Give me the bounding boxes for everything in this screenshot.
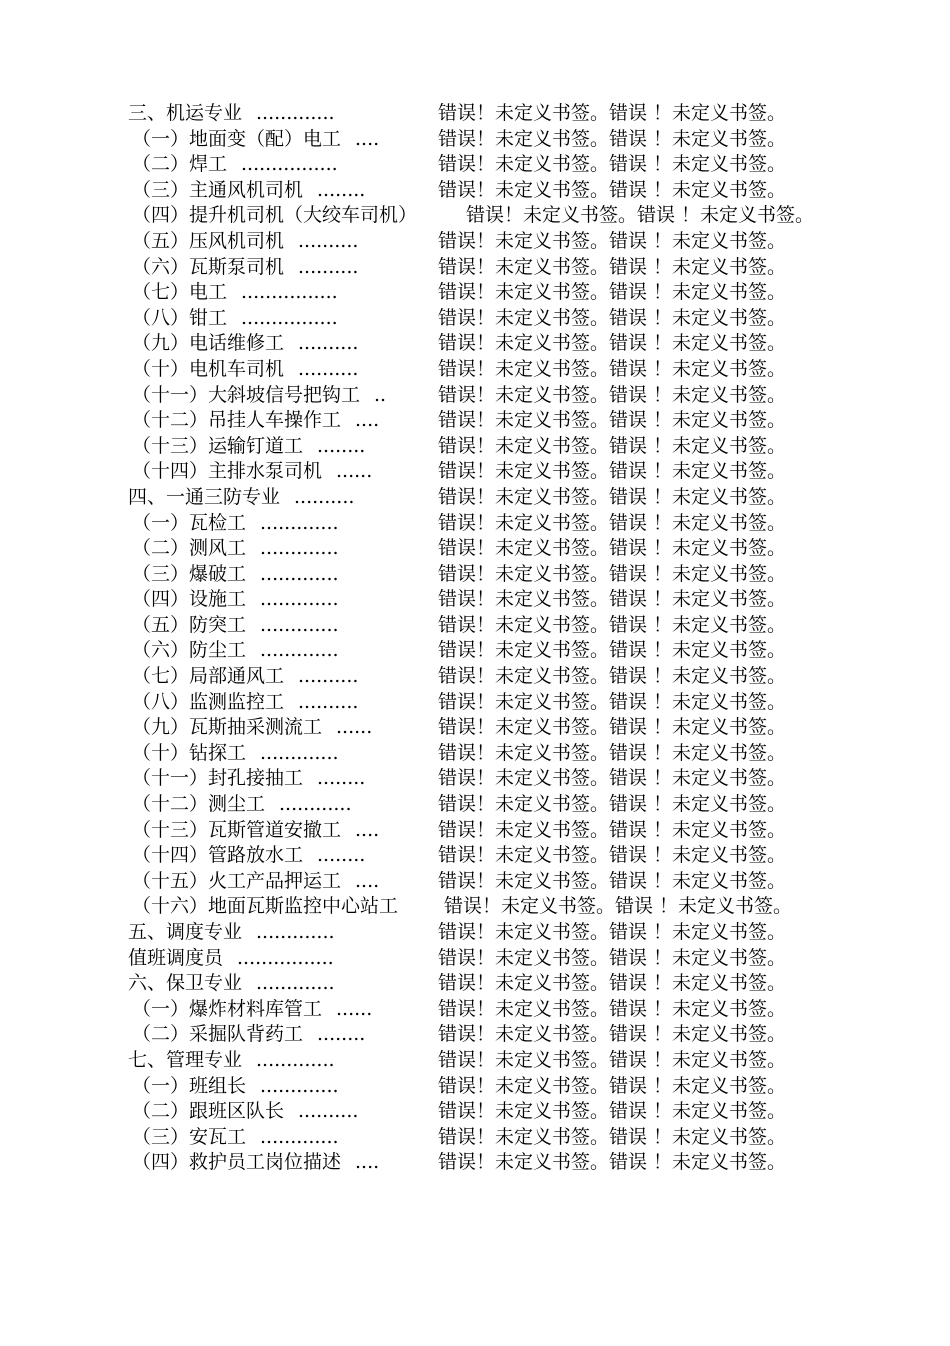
toc-entry-title: （二）焊工 <box>132 153 228 176</box>
toc-entry[interactable] <box>128 766 848 792</box>
toc-entry-leader-dots: ............. <box>256 972 335 995</box>
toc-entry-leader-dots: ............. <box>260 613 339 636</box>
toc-entry-label <box>128 920 335 946</box>
toc-entry-leader-dots: .......... <box>298 357 359 380</box>
toc-entry[interactable] <box>128 1099 848 1125</box>
toc-entry-label <box>132 152 338 178</box>
toc-entry-leader-dots: ................ <box>237 946 334 969</box>
toc-entry-leader-dots: ........ <box>317 844 366 867</box>
toc-entry[interactable] <box>128 357 848 383</box>
toc-entry-title: （一）瓦检工 <box>132 511 247 534</box>
toc-entry[interactable] <box>128 741 848 767</box>
toc-entry-label <box>132 690 358 716</box>
toc-entry-leader-dots: ............. <box>256 1048 335 1071</box>
toc-entry-leader-dots: ................ <box>241 281 338 304</box>
toc-entry-leader-dots: ............. <box>260 511 339 534</box>
toc-entry-page-ref: 错误！未定义书签。错误 ！未定义书签。 <box>466 204 815 227</box>
toc-entry-label <box>132 766 365 792</box>
toc-entry-leader-dots: ............ <box>279 793 352 816</box>
toc-entry-page-ref: 错误！未定义书签。错误 ！未定义书签。 <box>438 690 787 713</box>
toc-entry-page-ref: 错误！未定义书签。错误 ！未定义书签。 <box>438 639 787 662</box>
toc-entry-title: （八）监测监控工 <box>132 690 285 713</box>
toc-entry-title: （二）跟班区队长 <box>132 1100 285 1123</box>
toc-entry-page-ref: 错误！未定义书签。错误 ！未定义书签。 <box>438 921 787 943</box>
toc-entry-label <box>132 894 398 920</box>
toc-entry-label <box>132 843 365 869</box>
toc-entry[interactable] <box>128 306 848 332</box>
toc-entry-leader-dots: ........ <box>317 1023 366 1046</box>
toc-entry[interactable] <box>128 843 848 869</box>
toc-entry-title: （十三）瓦斯管道安撤工 <box>132 818 342 841</box>
toc-entry-title: （十一）封孔接抽工 <box>132 767 304 790</box>
toc-entry-leader-dots: ................ <box>241 306 338 329</box>
toc-entry-leader-dots: ............. <box>260 639 339 662</box>
toc-entry-label <box>132 1150 379 1176</box>
toc-entry-label <box>132 434 365 460</box>
toc-entry-page-ref: 错误！未定义书签。错误 ！未定义书签。 <box>438 946 787 969</box>
toc-entry-label <box>132 127 379 153</box>
toc-entry-title: （二）采掘队背药工 <box>132 1023 304 1046</box>
toc-entry-leader-dots: ............. <box>260 588 339 611</box>
toc-entry-label <box>132 818 379 844</box>
toc-entry-page-ref: 错误！未定义书签。错误 ！未定义书签。 <box>438 741 787 764</box>
toc-entry-title: （十五）火工产品押运工 <box>132 869 342 892</box>
toc-entry-page-ref: 错误！未定义书签。错误 ！未定义书签。 <box>438 178 787 201</box>
toc-entry-label <box>132 1074 339 1100</box>
toc-entry-label <box>132 357 358 383</box>
toc-entry[interactable] <box>128 1048 848 1074</box>
toc-entry-leader-dots: ...... <box>336 716 373 739</box>
toc-entry-title: （三）爆破工 <box>132 562 247 585</box>
toc-entry-label <box>128 971 335 997</box>
toc-entry-title: （一）爆炸材料库管工 <box>132 997 323 1020</box>
table-of-contents <box>128 101 848 1176</box>
toc-entry-page-ref: 错误！未定义书签。错误 ！未定义书签。 <box>438 306 787 329</box>
toc-entry[interactable] <box>128 664 848 690</box>
toc-entry-leader-dots: .......... <box>298 255 359 278</box>
toc-entry[interactable] <box>128 715 848 741</box>
toc-entry-title: （六）瓦斯泵司机 <box>132 255 285 278</box>
toc-entry[interactable] <box>128 127 848 153</box>
toc-entry-page-ref: 错误！未定义书签。错误 ！未定义书签。 <box>438 613 787 636</box>
toc-entry[interactable] <box>128 101 848 127</box>
toc-entry-label <box>132 306 338 332</box>
toc-entry-label <box>132 562 339 588</box>
toc-entry-leader-dots: ............. <box>256 921 335 943</box>
toc-entry-page-ref: 错误！未定义书签。错误 ！未定义书签。 <box>438 818 787 841</box>
toc-entry[interactable] <box>128 408 848 434</box>
toc-entry-leader-dots: ........ <box>317 434 366 457</box>
toc-entry-label <box>132 664 358 690</box>
toc-entry-label <box>132 1022 365 1048</box>
toc-entry[interactable] <box>128 255 848 281</box>
toc-entry-title: （十六）地面瓦斯监控中心站工 <box>132 895 399 918</box>
toc-entry-title: （三）主通风机司机 <box>132 178 304 201</box>
toc-entry-title: 七、管理专业 <box>128 1048 243 1071</box>
toc-entry[interactable] <box>128 485 848 511</box>
toc-entry[interactable] <box>128 434 848 460</box>
toc-entry-leader-dots: .......... <box>298 332 359 355</box>
toc-entry-leader-dots: .. <box>374 383 387 406</box>
toc-entry-title: （十三）运输钉道工 <box>132 434 304 457</box>
toc-entry-page-ref: 错误！未定义书签。错误 ！未定义书签。 <box>438 665 787 688</box>
toc-entry[interactable] <box>128 1125 848 1151</box>
toc-entry-title: （四）设施工 <box>132 588 247 611</box>
toc-entry[interactable] <box>128 587 848 613</box>
toc-entry-title: 值班调度员 <box>128 946 224 969</box>
toc-entry-page-ref: 错误！未定义书签。错误 ！未定义书签。 <box>438 255 787 278</box>
toc-entry[interactable] <box>128 178 848 204</box>
toc-entry[interactable] <box>128 894 848 920</box>
toc-entry-label <box>132 1099 358 1125</box>
toc-entry-label <box>132 638 339 664</box>
toc-entry-page-ref: 错误！未定义书签。错误 ！未定义书签。 <box>438 511 787 534</box>
toc-entry[interactable] <box>128 946 848 972</box>
toc-entry-leader-dots: ................ <box>241 153 338 176</box>
toc-entry-page-ref: 错误！未定义书签。错误 ！未定义书签。 <box>438 383 787 406</box>
toc-entry-leader-dots: ........ <box>317 767 366 790</box>
toc-entry-title: （八）钳工 <box>132 306 228 329</box>
toc-entry-label <box>128 485 354 511</box>
toc-entry-label <box>132 203 417 229</box>
toc-entry-page-ref: 错误！未定义书签。错误 ！未定义书签。 <box>438 485 787 508</box>
toc-entry-page-ref: 错误！未定义书签。错误 ！未定义书签。 <box>438 102 787 124</box>
toc-entry-page-ref: 错误！未定义书签。错误 ！未定义书签。 <box>438 1023 787 1046</box>
toc-entry-page-ref: 错误！未定义书签。错误 ！未定义书签。 <box>438 793 787 816</box>
toc-entry-leader-dots: .... <box>355 409 380 432</box>
toc-entry[interactable] <box>128 511 848 537</box>
toc-entry-page-ref: 错误！未定义书签。错误 ！未定义书签。 <box>438 460 787 483</box>
toc-entry-title: （三）安瓦工 <box>132 1125 247 1148</box>
toc-entry-label <box>132 280 338 306</box>
toc-entry[interactable] <box>128 562 848 588</box>
toc-entry-leader-dots: ............. <box>260 1125 339 1148</box>
toc-entry[interactable] <box>128 229 848 255</box>
toc-entry-leader-dots: .......... <box>294 485 355 508</box>
toc-entry-page-ref: 错误！未定义书签。错误 ！未定义书签。 <box>438 434 787 457</box>
toc-entry-label <box>132 511 339 537</box>
toc-entry[interactable] <box>128 792 848 818</box>
toc-entry-page-ref: 错误！未定义书签。错误 ！未定义书签。 <box>438 153 787 176</box>
toc-entry-label <box>128 1048 335 1074</box>
toc-entry[interactable] <box>128 818 848 844</box>
toc-entry-page-ref: 错误！未定义书签。错误 ！未定义书签。 <box>438 1100 787 1123</box>
toc-entry-label <box>132 178 365 204</box>
toc-entry-leader-dots: ........ <box>317 178 366 201</box>
toc-entry-page-ref: 错误！未定义书签。错误 ！未定义书签。 <box>438 844 787 867</box>
toc-entry-label <box>132 331 358 357</box>
toc-entry-page-ref: 错误！未定义书签。错误 ！未定义书签。 <box>438 127 787 150</box>
toc-entry-page-ref: 错误！未定义书签。错误 ！未定义书签。 <box>438 588 787 611</box>
toc-entry-page-ref: 错误！未定义书签。错误 ！未定义书签。 <box>438 716 787 739</box>
toc-entry-label <box>132 383 386 409</box>
toc-entry[interactable] <box>128 459 848 485</box>
toc-entry-leader-dots: .......... <box>298 690 359 713</box>
toc-entry[interactable] <box>128 690 848 716</box>
toc-entry-leader-dots: .... <box>355 1151 380 1174</box>
toc-entry[interactable] <box>128 1022 848 1048</box>
toc-entry-title: （十）钻探工 <box>132 741 247 764</box>
toc-entry[interactable] <box>128 971 848 997</box>
toc-entry-leader-dots: .......... <box>298 1100 359 1123</box>
toc-entry-label <box>132 229 358 255</box>
toc-entry-leader-dots: ...... <box>336 460 373 483</box>
toc-entry-leader-dots: ...... <box>336 997 373 1020</box>
toc-entry[interactable] <box>128 280 848 306</box>
toc-entry-title: （一）地面变（配）电工 <box>132 127 342 150</box>
toc-entry-title: （十二）吊挂人车操作工 <box>132 409 342 432</box>
toc-entry[interactable] <box>128 1074 848 1100</box>
toc-entry-title: （九）电话维修工 <box>132 332 285 355</box>
toc-entry-label <box>132 408 379 434</box>
toc-entry-leader-dots: .... <box>355 869 380 892</box>
toc-entry-page-ref: 错误！未定义书签。错误 ！未定义书签。 <box>438 972 787 995</box>
toc-entry[interactable] <box>128 1150 848 1176</box>
toc-entry-page-ref: 错误！未定义书签。错误 ！未定义书签。 <box>438 357 787 380</box>
toc-entry[interactable] <box>128 152 848 178</box>
toc-entry-title: （十一）大斜坡信号把钩工 <box>132 383 361 406</box>
toc-entry-label <box>132 536 339 562</box>
toc-entry-title: 五、调度专业 <box>128 921 243 943</box>
toc-entry-leader-dots: ............. <box>260 1074 339 1097</box>
toc-entry-label <box>132 869 379 895</box>
toc-entry-page-ref: 错误！未定义书签。错误 ！未定义书签。 <box>438 1125 787 1148</box>
toc-entry-title: （四）提升机司机（大绞车司机） <box>132 204 418 227</box>
toc-entry-page-ref: 错误！未定义书签。错误 ！未定义书签。 <box>438 1074 787 1097</box>
toc-entry-title: （十四）管路放水工 <box>132 844 304 867</box>
toc-entry-page-ref: 错误！未定义书签。错误 ！未定义书签。 <box>438 229 787 252</box>
toc-entry-label <box>132 997 372 1023</box>
toc-entry-title: （七）电工 <box>132 281 228 304</box>
toc-entry[interactable] <box>128 613 848 639</box>
toc-entry-page-ref: 错误！未定义书签。错误 ！未定义书签。 <box>438 562 787 585</box>
toc-entry-title: （一）班组长 <box>132 1074 247 1097</box>
toc-entry-label <box>132 792 352 818</box>
toc-entry-label <box>132 587 339 613</box>
toc-entry[interactable] <box>128 920 848 946</box>
toc-entry[interactable] <box>128 203 848 229</box>
toc-entry-page-ref: 错误！未定义书签。错误 ！未定义书签。 <box>438 1048 787 1071</box>
toc-entry-label <box>132 459 372 485</box>
toc-entry-leader-dots: .......... <box>298 665 359 688</box>
toc-entry-title: （十四）主排水泵司机 <box>132 460 323 483</box>
toc-entry-page-ref: 错误！未定义书签。错误 ！未定义书签。 <box>438 997 787 1020</box>
toc-entry-label <box>132 715 372 741</box>
toc-entry-page-ref: 错误！未定义书签。错误 ！未定义书签。 <box>438 537 787 560</box>
toc-entry-leader-dots: .......... <box>298 229 359 252</box>
toc-entry-title: 四、一通三防专业 <box>128 485 281 508</box>
toc-entry-leader-dots: ............. <box>260 562 339 585</box>
toc-entry-title: （五）压风机司机 <box>132 229 285 252</box>
toc-entry-page-ref: 错误！未定义书签。错误 ！未定义书签。 <box>438 281 787 304</box>
toc-entry-label <box>128 101 335 127</box>
toc-entry-leader-dots: ............. <box>260 741 339 764</box>
toc-entry-title: （六）防尘工 <box>132 639 247 662</box>
toc-entry-title: （五）防突工 <box>132 613 247 636</box>
toc-entry[interactable] <box>128 536 848 562</box>
toc-entry[interactable] <box>128 638 848 664</box>
toc-entry[interactable] <box>128 383 848 409</box>
toc-entry-title: 三、机运专业 <box>128 102 243 124</box>
toc-entry-leader-dots: .... <box>355 127 380 150</box>
toc-entry-title: （二）测风工 <box>132 537 247 560</box>
toc-entry-label <box>132 613 339 639</box>
toc-entry[interactable] <box>128 331 848 357</box>
toc-entry-title: （四）救护员工岗位描述 <box>132 1151 342 1174</box>
toc-entry-page-ref: 错误！未定义书签。错误 ！未定义书签。 <box>438 869 787 892</box>
toc-entry[interactable] <box>128 869 848 895</box>
toc-entry-title: （十）电机车司机 <box>132 357 285 380</box>
toc-entry-page-ref: 错误！未定义书签。错误 ！未定义书签。 <box>438 332 787 355</box>
toc-entry-leader-dots: .... <box>355 818 380 841</box>
toc-entry-label <box>128 946 334 972</box>
toc-entry-page-ref: 错误！未定义书签。错误 ！未定义书签。 <box>444 895 793 918</box>
toc-entry[interactable] <box>128 997 848 1023</box>
toc-entry-page-ref: 错误！未定义书签。错误 ！未定义书签。 <box>438 767 787 790</box>
toc-entry-page-ref: 错误！未定义书签。错误 ！未定义书签。 <box>438 409 787 432</box>
toc-entry-label <box>132 255 358 281</box>
toc-entry-title: 六、保卫专业 <box>128 972 243 995</box>
toc-entry-page-ref: 错误！未定义书签。错误 ！未定义书签。 <box>438 1151 787 1174</box>
toc-entry-title: （七）局部通风工 <box>132 665 285 688</box>
toc-entry-label <box>132 741 339 767</box>
toc-entry-label <box>132 1125 339 1151</box>
toc-entry-leader-dots: ............. <box>256 102 335 124</box>
toc-entry-title: （十二）测尘工 <box>132 793 266 816</box>
toc-entry-leader-dots: ............. <box>260 537 339 560</box>
toc-entry-title: （九）瓦斯抽采测流工 <box>132 716 323 739</box>
